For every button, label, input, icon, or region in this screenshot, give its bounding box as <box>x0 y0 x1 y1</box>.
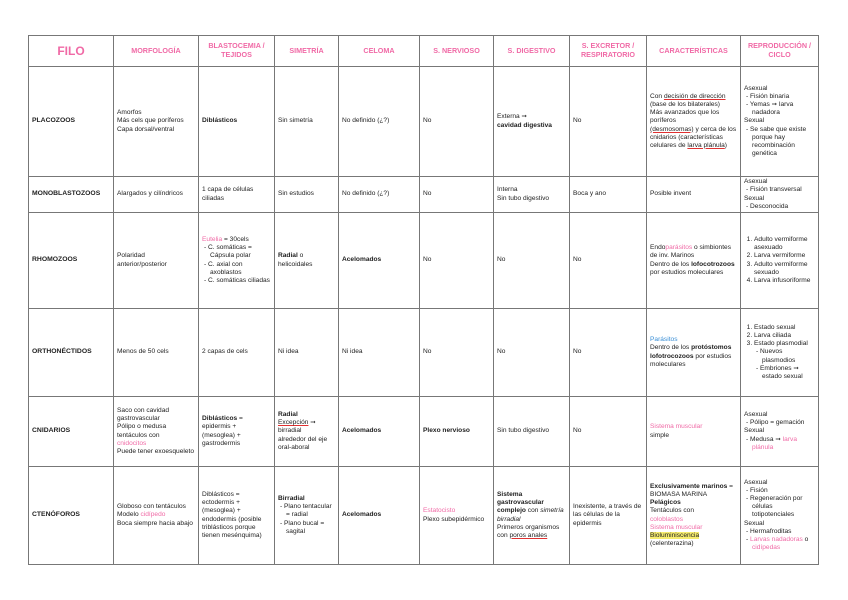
cell-filo: CTENÓFOROS <box>29 467 114 565</box>
text-line: Más avanzados que los poríferos <box>650 109 720 125</box>
text-line: Boca siempre hacia abajo <box>117 519 193 527</box>
highlight-text: coloblastos <box>650 515 683 523</box>
cell-caracteristicas: Posible invent <box>647 177 741 213</box>
list-item: - Plano bucal = sagital <box>286 520 335 536</box>
list-item: - Pólipo = gemación <box>752 419 815 427</box>
bold-text: Diblásticos <box>202 415 238 423</box>
cell-caracteristicas <box>647 213 741 309</box>
text: por estudios moleculares <box>650 352 732 368</box>
list-item: - C. somáticas = Cápsula polar <box>210 244 271 260</box>
header-row <box>29 36 819 67</box>
text: Primeros organismos con <box>497 523 560 539</box>
cell-digestivo: Sin tubo digestivo <box>494 397 570 467</box>
sexual-label: Sexual <box>744 117 765 125</box>
asexual-list <box>744 186 815 194</box>
cell-simetria: Sin simetría <box>275 67 339 177</box>
asexual-list <box>744 419 815 427</box>
text-line: Saco con cavidad gastrovascular <box>117 407 170 423</box>
text-line: Globoso con tentáculos <box>117 503 186 511</box>
list-item: - C. somáticas ciliadas <box>210 277 271 285</box>
text-line: Plexo subepidérmico <box>423 515 485 523</box>
highlight-text: parásitos <box>665 244 693 252</box>
bold-text: lofocotrozoos <box>691 260 735 268</box>
cell-filo: PLACOZOOS <box>29 67 114 177</box>
text-line <box>117 511 195 519</box>
text-line: cavidad digestiva <box>497 121 552 129</box>
list-item: 1. Adulto vermiforme asexuado <box>754 236 815 252</box>
header-blastocemia: BLASTOCEMIA / TEJIDOS <box>199 36 275 67</box>
cell-celoma: Ni idea <box>339 309 420 397</box>
cell-simetria <box>275 467 339 565</box>
sexual-list <box>744 126 815 158</box>
asexual-label: Asexual <box>744 85 768 93</box>
cell-blastocemia: 2 capas de cels <box>199 309 275 397</box>
highlight-text: cidípedas <box>752 543 781 551</box>
header-digestivo: S. DIGESTIVO <box>494 36 570 67</box>
list-item <box>752 436 815 452</box>
cell-filo: MONOBLASTOZOOS <box>29 177 114 213</box>
text: ➞ birradial <box>278 419 316 435</box>
sexual-list <box>744 203 815 211</box>
list-item: - Nuevos plasmodios <box>762 348 815 364</box>
list-item: - C. axial con axoblastos <box>210 261 271 277</box>
cell-excretor: No <box>570 213 647 309</box>
asexual-list <box>744 93 815 117</box>
text: ) <box>724 141 727 149</box>
text: (base de los bilaterales) <box>650 101 721 109</box>
cell-digestivo: No <box>494 213 570 309</box>
list-item: - Yemas ➞ larva nadadora <box>752 101 815 117</box>
list-item: - Hermafroditas <box>752 528 815 536</box>
highlight-text: Parásitos <box>650 336 678 344</box>
cell-digestivo <box>494 467 570 565</box>
cycle-list <box>744 324 815 380</box>
bold-text: Radial <box>278 411 298 419</box>
bold-text: Pelágicos <box>650 499 681 507</box>
cell-excretor: No <box>570 397 647 467</box>
text-line: Interna <box>497 186 518 194</box>
cell-simetria: Ni idea <box>275 309 339 397</box>
text-line: simple <box>650 431 670 439</box>
cell-filo: RHOMOZOOS <box>29 213 114 309</box>
cell-morfologia <box>114 397 199 467</box>
text: = 30cels <box>222 236 249 244</box>
list-item: 2. Larva vermiforme <box>754 252 815 260</box>
text: o <box>802 535 809 543</box>
highlight-text: Sistema muscular <box>650 523 703 531</box>
cell-nervioso: Plexo nervioso <box>420 397 494 467</box>
cell-celoma: No definido (¿?) <box>339 177 420 213</box>
list-item: - Se sabe que existe porque hay recombinación genética <box>752 126 815 158</box>
cell-blastocemia <box>199 397 275 467</box>
underlined-text: larva plánula <box>687 141 725 149</box>
header-caracteristicas: CARACTERÍSTICAS <box>647 36 741 67</box>
marked-text: Bioluminiscencia <box>650 531 700 539</box>
list-item <box>752 536 815 552</box>
text: Endo <box>650 244 666 252</box>
cell-reproduccion <box>741 309 819 397</box>
list-item: 2. Larva ciliada <box>754 332 815 340</box>
cell-simetria: Sin estudios <box>275 177 339 213</box>
cell-digestivo <box>494 177 570 213</box>
cell-nervioso: No <box>420 177 494 213</box>
header-morfologia: MORFOLOGÍA <box>114 36 199 67</box>
phyla-table <box>28 35 819 565</box>
bold-text: Radial <box>278 252 298 260</box>
sub-list <box>754 348 815 380</box>
text: o helicoidales <box>278 252 313 268</box>
cell-excretor: No <box>570 67 647 177</box>
italic-text: simetría birradial <box>497 507 564 523</box>
cell-celoma: Acelomados <box>339 397 420 467</box>
header-celoma: CELOMA <box>339 36 420 67</box>
cell-celoma: Acelomados <box>339 213 420 309</box>
symmetry-list <box>278 503 335 535</box>
cell-digestivo <box>494 67 570 177</box>
list-item: - Plano tentacular = radial <box>286 503 335 519</box>
cell-filo: ORTHONÉCTIDOS <box>29 309 114 397</box>
list-item: 4. Larva infusoriforme <box>754 277 815 285</box>
cell-blastocemia <box>199 213 275 309</box>
text-line: Tentáculos con <box>650 507 694 515</box>
sexual-label: Sexual <box>744 194 765 202</box>
cell-caracteristicas <box>647 467 741 565</box>
cell-simetria <box>275 397 339 467</box>
cell-celoma: Acelomados <box>339 467 420 565</box>
cell-morfologia: Polaridad anterior/posterior <box>114 213 199 309</box>
sexual-list <box>744 436 815 452</box>
text: por estudios moleculares <box>650 268 724 276</box>
text-line: Externa ➞ <box>497 113 528 121</box>
text: = BIOMASA MARINA <box>650 483 734 499</box>
row-monoblastozoos <box>29 177 819 213</box>
cell-digestivo: No <box>494 309 570 397</box>
text: Dentro de los <box>650 344 692 352</box>
text-line: Pólipo o medusa <box>117 423 167 431</box>
bold-text: Sistema gastrovascular complejo <box>497 491 544 515</box>
highlight-text: Larvas nadadoras <box>750 535 803 543</box>
cell-nervioso: No <box>420 309 494 397</box>
cell-morfologia: Menos de 50 cels <box>114 309 199 397</box>
highlight-text: Sistema muscular <box>650 423 703 431</box>
cell-nervioso <box>420 467 494 565</box>
cell-morfologia <box>114 467 199 565</box>
bold-text: protóstomos lofotrocozoos <box>650 344 732 360</box>
cell-morfologia <box>114 67 199 177</box>
sexual-label: Sexual <box>744 519 765 527</box>
cell-excretor: Inexistente, a través de las células de la epidermis <box>570 467 647 565</box>
row-rhomozoos <box>29 213 819 309</box>
row-ctenoforos <box>29 467 819 565</box>
list-item: - Fisión <box>752 487 815 495</box>
cell-simetria <box>275 213 339 309</box>
cell-caracteristicas <box>647 397 741 467</box>
text-line: Amorfos <box>117 109 142 117</box>
cell-morfologia: Alargados y cilíndricos <box>114 177 199 213</box>
text: Modelo <box>117 511 141 519</box>
text: o simbiontes de inv. Marinos <box>650 244 732 260</box>
asexual-label: Asexual <box>744 178 768 186</box>
list-item: - Embriones ➞ estado sexual <box>762 365 815 381</box>
asexual-label: Asexual <box>744 411 768 419</box>
highlight-text: larva plánula <box>752 435 797 451</box>
bold-text: Exclusivamente marinos <box>650 483 728 491</box>
text-line: Más cels que poríferos <box>117 117 184 125</box>
highlight-text: cidípedo <box>140 511 166 519</box>
highlight-text: Estatocisto <box>423 507 456 515</box>
sexual-list <box>744 528 815 552</box>
list-item: 3. Adulto vermiforme sexuado <box>754 261 815 277</box>
text-line: Capa dorsal/ventral <box>117 125 175 133</box>
text: y cerca de los cnidarios (características celulares de <box>650 125 737 149</box>
text-line <box>497 524 566 540</box>
text: Estado plasmodial <box>754 340 808 348</box>
sexual-label: Sexual <box>744 427 765 435</box>
text: = epidermis + (mesoglea) + gastrodermis <box>202 415 243 447</box>
cycle-list <box>744 236 815 284</box>
cell-reproduccion <box>741 67 819 177</box>
row-cnidarios <box>29 397 819 467</box>
header-excretor: S. EXCRETOR / RESPIRATORIO <box>570 36 647 67</box>
header-reproduccion: REPRODUCCIÓN / CICLO <box>741 36 819 67</box>
cell-blastocemia: 1 capa de células ciliadas <box>199 177 275 213</box>
cell-reproduccion <box>741 467 819 565</box>
underlined-text: (desmosomas) <box>650 125 694 133</box>
cell-blastocemia: Diblásticos <box>199 67 275 177</box>
text: Dentro de los <box>650 260 692 268</box>
text: Con <box>650 93 664 101</box>
cell-nervioso: No <box>420 213 494 309</box>
cell-reproduccion <box>741 213 819 309</box>
text-line: Sin tubo digestivo <box>497 194 550 202</box>
text-line: (celenterazina) <box>650 539 694 547</box>
header-nervioso: S. NERVIOSO <box>420 36 494 67</box>
asexual-list <box>744 487 815 519</box>
cell-list <box>202 244 271 284</box>
asexual-label: Asexual <box>744 479 768 487</box>
cell-caracteristicas <box>647 67 741 177</box>
cell-celoma: No definido (¿?) <box>339 67 420 177</box>
cell-filo: CNIDARIOS <box>29 397 114 467</box>
underlined-text: decisión de dirección <box>663 93 726 101</box>
row-placozoos <box>29 67 819 177</box>
highlight-text: cnidocitos <box>117 439 147 447</box>
list-item: - Fisión transversal <box>752 186 815 194</box>
text: con <box>525 507 541 515</box>
cell-excretor: No <box>570 309 647 397</box>
list-item: - Desconocida <box>752 203 815 211</box>
header-filo: FILO <box>29 36 114 67</box>
header-simetria: SIMETRÍA <box>275 36 339 67</box>
list-item <box>754 340 815 380</box>
text: Medusa ➞ <box>750 435 781 443</box>
bold-text: Birradial <box>278 495 305 503</box>
text-line: Puede tener exoesqueleto <box>117 447 194 455</box>
cell-excretor: Boca y ano <box>570 177 647 213</box>
list-item: 1. Estado sexual <box>754 324 815 332</box>
text-line: tentáculos con <box>117 431 160 439</box>
cell-nervioso: No <box>420 67 494 177</box>
underlined-text: Excepción <box>278 419 309 427</box>
list-item: - Regeneración por células totipotenciales <box>752 495 815 519</box>
list-item: - Fisión binaria <box>752 93 815 101</box>
row-orthonectidos <box>29 309 819 397</box>
cell-blastocemia: Diblásticos = ectodermis + (mesoglea) + endodermis (posible triblásticos porque tienen mesénquima) <box>199 467 275 565</box>
cell-reproduccion <box>741 177 819 213</box>
text-line: alrededor del eje oral-aboral <box>278 435 328 451</box>
underlined-text: poros anales <box>509 531 548 539</box>
highlight-text: Eutelia <box>202 236 223 244</box>
cell-caracteristicas <box>647 309 741 397</box>
text-line <box>650 261 737 277</box>
cell-reproduccion <box>741 397 819 467</box>
